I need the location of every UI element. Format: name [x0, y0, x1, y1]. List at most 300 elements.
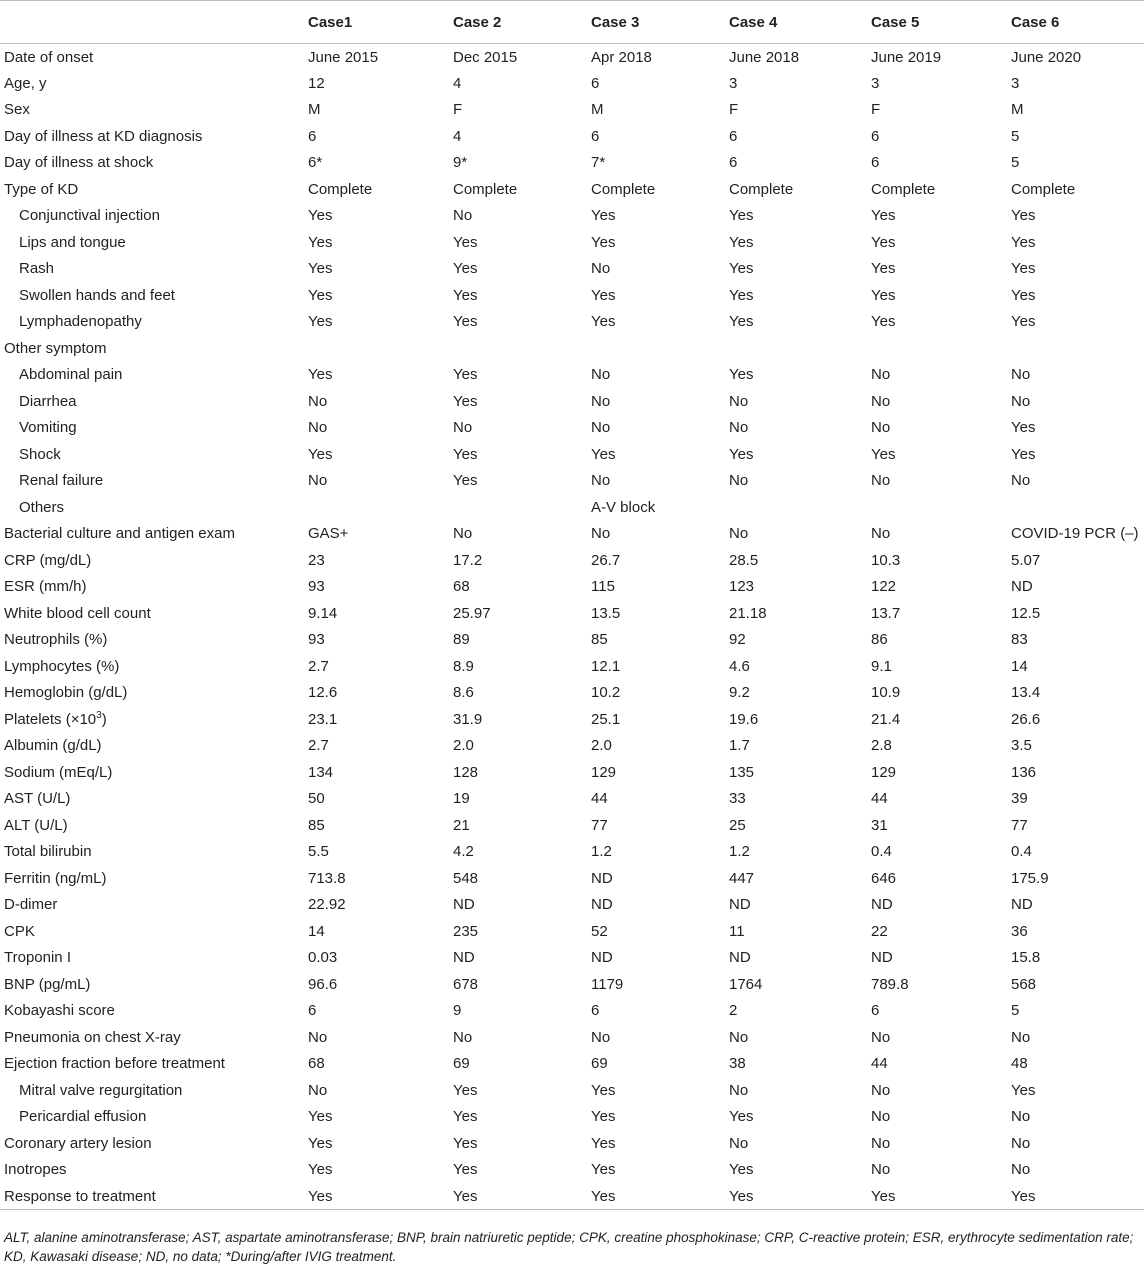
header-cell-case3: Case 3 [587, 1, 725, 44]
cell-case4: 135 [729, 763, 755, 781]
cell-case3: No [591, 419, 611, 437]
cell-case6: Yes [1011, 286, 1036, 304]
cell-case4: Yes [729, 233, 754, 251]
cell-case6: 39 [1011, 790, 1028, 808]
cell-case1: Yes [308, 233, 333, 251]
cell-case1: 2.7 [308, 737, 329, 755]
row-label-text: Other symptom [4, 339, 107, 357]
table-row [0, 97, 1144, 124]
row-label-text: Neutrophils (%) [4, 631, 108, 649]
row-label [0, 468, 304, 495]
cell-case1: 23.1 [308, 710, 338, 728]
cell-case4: No [729, 1081, 749, 1099]
cell-case4: 28.5 [729, 551, 759, 569]
table-row [0, 441, 1144, 468]
cell-case4: 38 [729, 1055, 746, 1073]
cell-case5: 44 [871, 790, 888, 808]
cell-case1: 9.14 [308, 604, 338, 622]
cell-case1: 6 [308, 1002, 317, 1020]
cell-case6: Yes [1011, 207, 1036, 225]
cell-case6: Complete [1011, 180, 1076, 198]
cell-case1 [304, 335, 449, 362]
cell-case5: No [871, 472, 891, 490]
cell-case5: 44 [871, 1055, 888, 1073]
table-row [0, 547, 1144, 574]
cell-case2: 69 [453, 1055, 470, 1073]
row-label [0, 229, 304, 256]
cell-case2: Yes [453, 1081, 478, 1099]
cell-case3: 6 [591, 127, 600, 145]
header-cell-case5: Case 5 [867, 1, 1007, 44]
cell-case1: No [308, 419, 328, 437]
row-label-text: Others [19, 498, 65, 516]
table-row [0, 203, 1144, 230]
cell-case3: 6 [591, 1002, 600, 1020]
row-label [0, 388, 304, 415]
cell-case6: 5 [1011, 1002, 1020, 1020]
cell-case6: Yes [1011, 1081, 1036, 1099]
table-row [0, 865, 1144, 892]
cell-case5: 122 [871, 578, 897, 596]
cell-case3: A-V block [591, 498, 656, 516]
row-label-text: Rash [19, 260, 55, 278]
table-row [0, 706, 1144, 733]
row-label [0, 494, 304, 521]
cell-case6: 3.5 [1011, 737, 1032, 755]
cell-case3: 10.2 [591, 684, 621, 702]
cell-case5: No [871, 392, 891, 410]
cell-case4: 4.6 [729, 657, 750, 675]
cell-case3: No [591, 392, 611, 410]
cell-case3: No [591, 472, 611, 490]
cell-case6: 15.8 [1011, 949, 1041, 967]
table-row [0, 150, 1144, 177]
table-row [0, 1130, 1144, 1157]
cell-case5: 13.7 [871, 604, 901, 622]
cell-case3: 25.1 [591, 710, 621, 728]
table-row [0, 44, 1144, 71]
cell-case2 [449, 335, 587, 362]
row-label [0, 150, 304, 177]
cell-case3: Complete [591, 180, 656, 198]
row-label [0, 945, 304, 972]
cell-case1: 14 [308, 922, 325, 940]
row-label-superscript: 3 [96, 710, 102, 722]
cell-case4: 2 [729, 1002, 738, 1020]
table-row [0, 1183, 1144, 1210]
cell-case4: Yes [729, 207, 754, 225]
cell-case5: ND [871, 896, 893, 914]
table-row [0, 600, 1144, 627]
cell-case2: Complete [453, 180, 518, 198]
row-label [0, 521, 304, 548]
cell-case6: 175.9 [1011, 869, 1049, 887]
cell-case1: 85 [308, 816, 325, 834]
cell-case4 [725, 494, 867, 521]
cell-case3: ND [591, 896, 613, 914]
cell-case2: Yes [453, 1134, 478, 1152]
cell-case6: No [1011, 1161, 1031, 1179]
cell-case4: 1764 [729, 975, 763, 993]
table-row [0, 653, 1144, 680]
cell-case5: 0.4 [871, 843, 892, 861]
cell-case1: Yes [308, 1161, 333, 1179]
cell-case5: No [871, 419, 891, 437]
cell-case4: Complete [729, 180, 794, 198]
cell-case6: 3 [1011, 74, 1020, 92]
row-label-text: White blood cell count [4, 604, 151, 622]
table-row [0, 362, 1144, 389]
cell-case2: ND [453, 949, 475, 967]
cell-case6: June 2020 [1011, 48, 1082, 66]
row-label [0, 971, 304, 998]
row-label-text: Bacterial culture and antigen exam [4, 525, 235, 543]
cell-case4: 92 [729, 631, 746, 649]
cell-case3: No [591, 260, 611, 278]
cell-case3: Yes [591, 207, 616, 225]
cell-case4: Yes [729, 260, 754, 278]
cell-case2: 4 [453, 127, 462, 145]
row-label [0, 70, 304, 97]
cell-case2: Yes [453, 472, 478, 490]
header-row [0, 1, 1144, 44]
cell-case1: Yes [308, 207, 333, 225]
row-label-text: Response to treatment [4, 1187, 156, 1205]
cell-case3: 69 [591, 1055, 608, 1073]
cell-case5: 6 [871, 154, 880, 172]
cell-case1: No [308, 472, 328, 490]
cell-case2: 31.9 [453, 710, 483, 728]
row-label [0, 600, 304, 627]
cell-case6: Yes [1011, 419, 1036, 437]
table-row [0, 521, 1144, 548]
cell-case1: Yes [308, 286, 333, 304]
row-label [0, 839, 304, 866]
cell-case5: 31 [871, 816, 888, 834]
table-row [0, 759, 1144, 786]
cell-case4: No [729, 472, 749, 490]
cell-case2: 89 [453, 631, 470, 649]
row-label-text: AST (U/L) [4, 790, 71, 808]
cell-case5: 10.3 [871, 551, 901, 569]
cell-case3: Yes [591, 233, 616, 251]
row-label [0, 1024, 304, 1051]
row-label [0, 733, 304, 760]
cell-case6: No [1011, 1028, 1031, 1046]
cell-case3: ND [591, 869, 613, 887]
cell-case1: 93 [308, 631, 325, 649]
cell-case1: 93 [308, 578, 325, 596]
cell-case6: Yes [1011, 445, 1036, 463]
row-label-text: Conjunctival injection [19, 207, 160, 225]
row-label-text: Abdominal pain [19, 366, 123, 384]
cell-case3: No [591, 1028, 611, 1046]
row-label-text: ESR (mm/h) [4, 578, 87, 596]
row-label-text: Day of illness at KD diagnosis [4, 127, 203, 145]
cell-case2: Yes [453, 260, 478, 278]
row-label-text: Total bilirubin [4, 843, 92, 861]
cell-case3: 26.7 [591, 551, 621, 569]
cell-case5: 646 [871, 869, 897, 887]
row-label [0, 1130, 304, 1157]
cell-case3: Yes [591, 313, 616, 331]
row-label [0, 786, 304, 813]
cell-case5: Yes [871, 286, 896, 304]
cell-case3: Apr 2018 [591, 48, 652, 66]
cell-case5: 21.4 [871, 710, 901, 728]
cell-case6: No [1011, 392, 1031, 410]
cell-case5 [867, 494, 1007, 521]
cell-case5: Yes [871, 445, 896, 463]
row-label [0, 812, 304, 839]
table-row [0, 229, 1144, 256]
header-cell-case2: Case 2 [449, 1, 587, 44]
table-row [0, 839, 1144, 866]
row-label [0, 918, 304, 945]
cell-case5: No [871, 1081, 891, 1099]
cell-case4: No [729, 419, 749, 437]
cell-case2: Yes [453, 445, 478, 463]
table-row [0, 176, 1144, 203]
cell-case6: 14 [1011, 657, 1028, 675]
cell-case1: 68 [308, 1055, 325, 1073]
cell-case1: 22.92 [308, 896, 346, 914]
row-label-text: Vomiting [19, 419, 77, 437]
cell-case3 [587, 335, 725, 362]
table-row [0, 1051, 1144, 1078]
row-label-text: ALT (U/L) [4, 816, 68, 834]
cell-case3: Yes [591, 1161, 616, 1179]
cell-case1: 713.8 [308, 869, 346, 887]
cell-case2: No [453, 1028, 473, 1046]
row-label [0, 176, 304, 203]
cell-case3: 13.5 [591, 604, 621, 622]
cell-case5: Yes [871, 207, 896, 225]
cell-case5: Yes [871, 260, 896, 278]
row-label [0, 759, 304, 786]
cell-case3: 129 [591, 763, 617, 781]
row-label [0, 1077, 304, 1104]
row-label-text: Albumin (g/dL) [4, 737, 102, 755]
header-cell-label [0, 1, 304, 44]
cell-case2: 4 [453, 74, 462, 92]
cell-case5: No [871, 366, 891, 384]
cell-case2: 128 [453, 763, 479, 781]
cell-case6: 83 [1011, 631, 1028, 649]
cell-case1: Yes [308, 366, 333, 384]
cell-case6: Yes [1011, 313, 1036, 331]
cell-case2: Yes [453, 1161, 478, 1179]
cell-case5: Yes [867, 1183, 1007, 1210]
cell-case4: 21.18 [729, 604, 767, 622]
table-row [0, 1104, 1144, 1131]
cell-case2: No [453, 525, 473, 543]
cell-case4: Yes [729, 1161, 754, 1179]
cell-case4: Yes [729, 445, 754, 463]
cell-case5: No [871, 1134, 891, 1152]
cell-case4: 1.2 [729, 843, 750, 861]
cell-case3: Yes [591, 1081, 616, 1099]
cell-case5: No [871, 525, 891, 543]
cell-case2: 9* [453, 154, 468, 172]
header-cell-case1: Case1 [304, 1, 449, 44]
cell-case2: Yes [453, 286, 478, 304]
cell-case5: 3 [871, 74, 880, 92]
table-body [0, 44, 1144, 1210]
cell-case3: 85 [591, 631, 608, 649]
cell-case1: No [308, 1081, 328, 1099]
row-label-text: Lymphadenopathy [19, 313, 142, 331]
row-label-text: Pneumonia on chest X-ray [4, 1028, 181, 1046]
cell-case6: No [1011, 366, 1031, 384]
row-label-suffix: ) [101, 711, 107, 729]
cell-case6: No [1011, 1108, 1031, 1126]
table-row [0, 627, 1144, 654]
row-label [0, 706, 304, 733]
cell-case1: 96.6 [308, 975, 338, 993]
cell-case3: No [591, 366, 611, 384]
table-header [0, 1, 1144, 44]
table-row [0, 680, 1144, 707]
table-footnote: ALT, alanine aminotransferase; AST, aspartate aminotransferase; BNP, brain natriuretic peptide; CPK, creatine phosphokinase; CRP, C-reactive protein; ESR, erythrocyte sedimentation rate; KD, Kawasaki disease; ND, no data; *During/after IVIG treatment. [4, 1230, 1134, 1264]
cell-case6: 568 [1011, 975, 1037, 993]
cell-case2: 4.2 [453, 843, 474, 861]
table-row [0, 1077, 1144, 1104]
table-row [0, 786, 1144, 813]
cell-case4: 19.6 [729, 710, 759, 728]
cell-case5: 22 [871, 922, 888, 940]
table-row [0, 282, 1144, 309]
cell-case2: 235 [453, 922, 479, 940]
cell-case2: Yes [453, 233, 478, 251]
cell-case2: 19 [453, 790, 470, 808]
cell-case2: Yes [453, 313, 478, 331]
cell-case6: 5 [1011, 127, 1020, 145]
cell-case4: Yes [729, 313, 754, 331]
cell-case4: No [729, 392, 749, 410]
row-label [0, 653, 304, 680]
row-label [0, 335, 304, 362]
table-row [0, 1157, 1144, 1184]
table-row [0, 892, 1144, 919]
row-label-text: Troponin I [4, 949, 71, 967]
cell-case4: 3 [729, 74, 738, 92]
table-row [0, 733, 1144, 760]
cell-case6: 0.4 [1011, 843, 1032, 861]
cell-case3: 2.0 [591, 737, 612, 755]
cell-case3: 77 [591, 816, 608, 834]
cell-case5: No [871, 1028, 891, 1046]
cell-case5: 9.1 [871, 657, 892, 675]
cell-case2: Yes [453, 366, 478, 384]
cell-case4: F [729, 101, 739, 119]
cell-case4: 25 [729, 816, 746, 834]
cell-case1: Yes [304, 1183, 449, 1210]
cell-case1: Yes [308, 1108, 333, 1126]
cell-case2: Yes [449, 1183, 587, 1210]
row-label-text: Coronary artery lesion [4, 1134, 152, 1152]
cell-case5: 2.8 [871, 737, 892, 755]
cell-case3: 7* [591, 154, 606, 172]
cell-case1: 50 [308, 790, 325, 808]
row-label-text: Shock [19, 445, 61, 463]
row-label-text: Ferritin (ng/mL) [4, 869, 107, 887]
cell-case5: Yes [871, 313, 896, 331]
table-row [0, 998, 1144, 1025]
cell-case2: 68 [453, 578, 470, 596]
cell-case4 [725, 335, 867, 362]
cell-case2: 8.6 [453, 684, 474, 702]
cell-case5 [867, 335, 1007, 362]
cell-case4: Yes [729, 366, 754, 384]
cell-case1: 134 [308, 763, 334, 781]
row-label [0, 1051, 304, 1078]
row-label-text: Hemoglobin (g/dL) [4, 684, 128, 702]
row-label-text: Renal failure [19, 472, 104, 490]
table-row [0, 468, 1144, 495]
cell-case5: 10.9 [871, 684, 901, 702]
row-label-text: CRP (mg/dL) [4, 551, 92, 569]
cell-case3: ND [591, 949, 613, 967]
row-label-text: Sodium (mEq/L) [4, 763, 113, 781]
cell-case1: Complete [308, 180, 373, 198]
row-label [0, 362, 304, 389]
table-row [0, 812, 1144, 839]
cell-case3: Yes [591, 286, 616, 304]
cell-case2: ND [453, 896, 475, 914]
cell-case2: 678 [453, 975, 479, 993]
row-label [0, 1183, 304, 1210]
cell-case2 [449, 494, 587, 521]
cell-case4: 9.2 [729, 684, 750, 702]
row-label [0, 865, 304, 892]
cell-case1: 12.6 [308, 684, 338, 702]
row-label-text: Day of illness at shock [4, 154, 154, 172]
row-label [0, 680, 304, 707]
cell-case3: 115 [591, 578, 615, 596]
cell-case3: Yes [591, 1108, 616, 1126]
cell-case1: 6* [308, 154, 323, 172]
row-label [0, 998, 304, 1025]
cell-case2: No [453, 419, 473, 437]
row-label-text: Sex [4, 101, 30, 119]
cell-case3: 1179 [591, 975, 624, 993]
cell-case3: 6 [591, 74, 600, 92]
cell-case2: 9 [453, 1002, 462, 1020]
cell-case6: ND [1011, 896, 1033, 914]
cell-case6: Yes [1011, 260, 1036, 278]
cell-case6 [1007, 335, 1144, 362]
header-cell-case6: Case 6 [1007, 1, 1144, 44]
cell-case4: No [729, 525, 749, 543]
cell-case2: Dec 2015 [453, 48, 518, 66]
row-label [0, 547, 304, 574]
row-label [0, 1157, 304, 1184]
cell-case1: No [308, 1028, 328, 1046]
cell-case1: GAS+ [308, 525, 349, 543]
cell-case4: 447 [729, 869, 755, 887]
cell-case3: 1.2 [591, 843, 612, 861]
cell-case1: Yes [308, 1134, 333, 1152]
table-row [0, 388, 1144, 415]
cell-case6: COVID-19 PCR (–) [1011, 525, 1139, 543]
cell-case1 [304, 494, 449, 521]
table-row [0, 123, 1144, 150]
cell-case6: No [1011, 472, 1031, 490]
cell-case2: 2.0 [453, 737, 474, 755]
cell-case1: No [308, 392, 328, 410]
cell-case4: No [729, 1134, 749, 1152]
